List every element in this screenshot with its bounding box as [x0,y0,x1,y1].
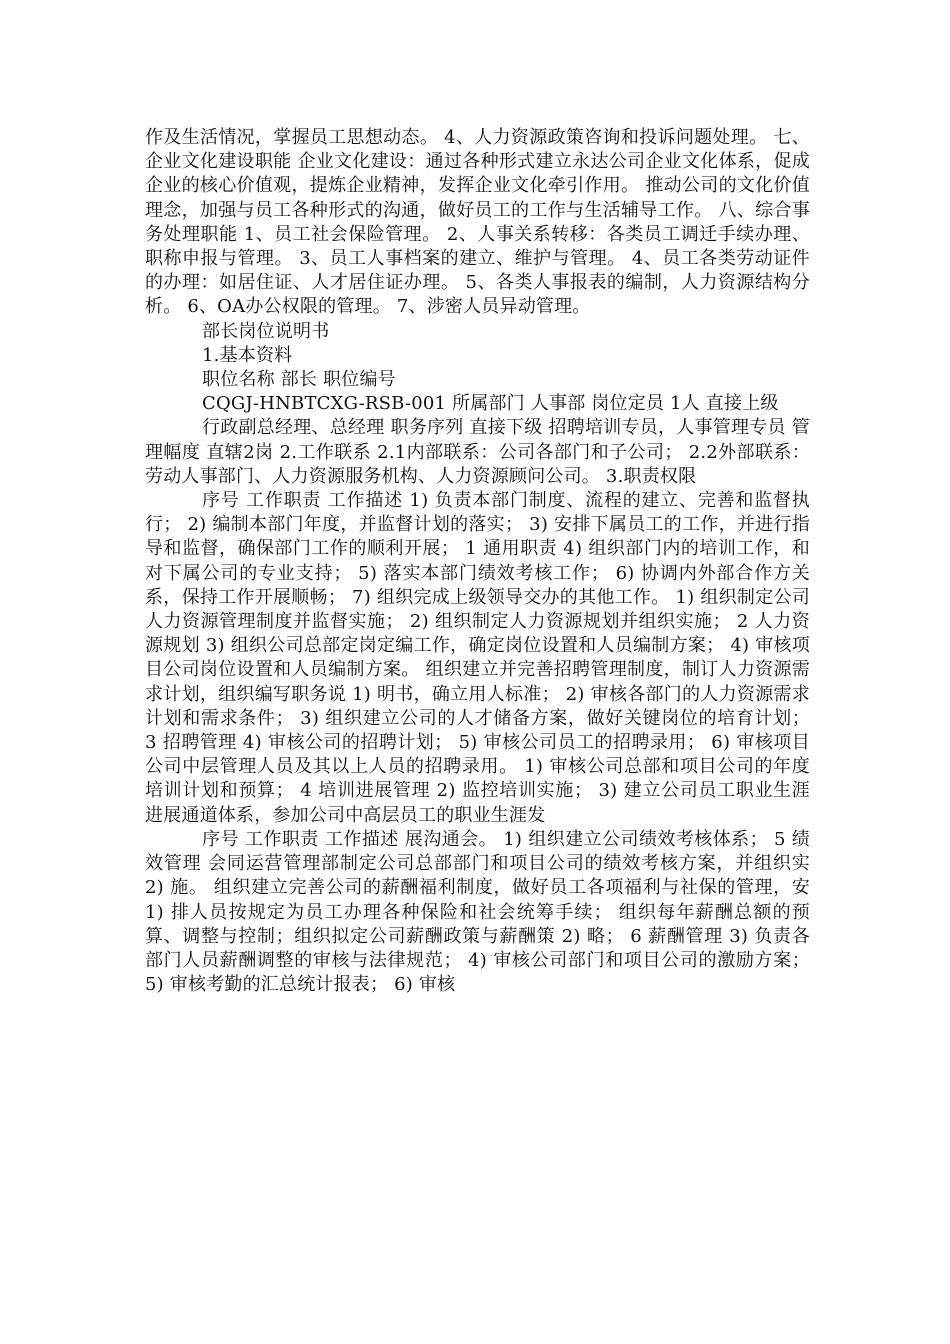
section-title-job-description: 部长岗位说明书 [202,320,330,342]
paragraph-duties-continued: 作及生活情况，掌握员工思想动态。 4、人力资源政策咨询和投诉问题处理。 七、企业文化建设职能 企业文化建设：通过各种形式建立永达公司企业文化体系，促成企业的核心价值观，提炼企业精神，发挥企业文化牵引作用。 推动公司的文化价值理念，加强与员工各种形式的沟通，做好员工的工作与生活辅导工作。 八、综合事务处理职能 1、员工社会保险管理。 2、人事关系转移：各类员工调迁手续办理、职称申报与管理。 3、员工人事档案的建立、维护与管理。 4、员工各类劳动证件的办理：如居住证、人才居住证办理。 5、各类人事报表的编制，人力资源结构分析。 6、OA办公权限的管理。 7、涉密人员异动管理。 [145,127,810,318]
paragraph-responsibilities-1: 序号 工作职责 工作描述 1) 负责本部门制度、流程的建立、完善和监督执行； 2) 编制本部门年度，并监督计划的落实； 3) 安排下属员工的工作，并进行指导和监督，确保部门工作的顺利开展； 1 通用职责 4) 组织部门内的培训工作，和对下属公司的专业支持； 5) 落实本部门绩效考核工作； 6) 协调内外部合作方关系，保持工作开展顺畅； 7) 组织完成上级领导交办的其他工作。 1) 组织制定公司人力资源管理制度并监督实施； 2) 组织制定人力资源规划并组织实施； 2 人力资源规划 3) 组织公司总部定岗定编工作，确定岗位设置和人员编制方案； 4) 审核项目公司岗位设置和人员编制方案。 组织建立并完善招聘管理制度，制订人力资源需求计划，组织编写职务说 1) 明书，确立用人标准； 2) 审核各部门的人力资源需求计划和需求条件； 3) 组织建立公司的人才储备方案，做好关键岗位的培育计划； 3 招聘管理 4) 审核公司的招聘计划； 5) 审核公司员工的招聘录用； 6) 审核项目公司中层管理人员及其以上人员的招聘录用。 1) 审核公司总部和项目公司的年度培训计划和预算； 4 培训进展管理 2) 监控培训实施； 3) 建立公司员工职业生涯进展通道体系，参加公司中高层员工的职业生涯发 [145,490,810,826]
document-page [145,126,810,997]
paragraph-responsibilities-2: 序号 工作职责 工作描述 展沟通会。 1) 组织建立公司绩效考核体系； 5 绩效管理 会同运营管理部制定公司总部部门和项目公司的绩效考核方案，并组织实 2) 施。 组织建立完善公司的薪酬福利制度，做好员工各项福利与社保的管理，安 1) 排人员按规定为员工办理各种保险和社会统筹手续； 组织每年薪酬总额的预算、调整与控制；组织拟定公司薪酬政策与薪酬策 2) 略； 6 薪酬管理 3) 负责各部门人员薪酬调整的审核与法律规范； 4) 审核公司部门和项目公司的激励方案； 5) 审核考勤的汇总统计报表； 6) 审核 [145,828,810,996]
section-heading-basic-info: 1.基本资料 [202,344,293,366]
paragraph-position-code: CQGJ-HNBTCXG-RSB-001 所属部门 人事部 岗位定员 1人 直接上级 [202,393,779,415]
paragraph-reporting-relations: 行政副总经理、总经理 职务序列 直接下级 招聘培训专员，人事管理专员 管理幅度 直辖2岗 2.工作联系 2.1内部联系：公司各部门和子公司； 2.2外部联系：劳动人事部门、人力资源服务机构、人力资源顾问公司。 3.职责权限 [145,417,810,487]
paragraph-position-name: 职位名称 部长 职位编号 [202,369,396,391]
